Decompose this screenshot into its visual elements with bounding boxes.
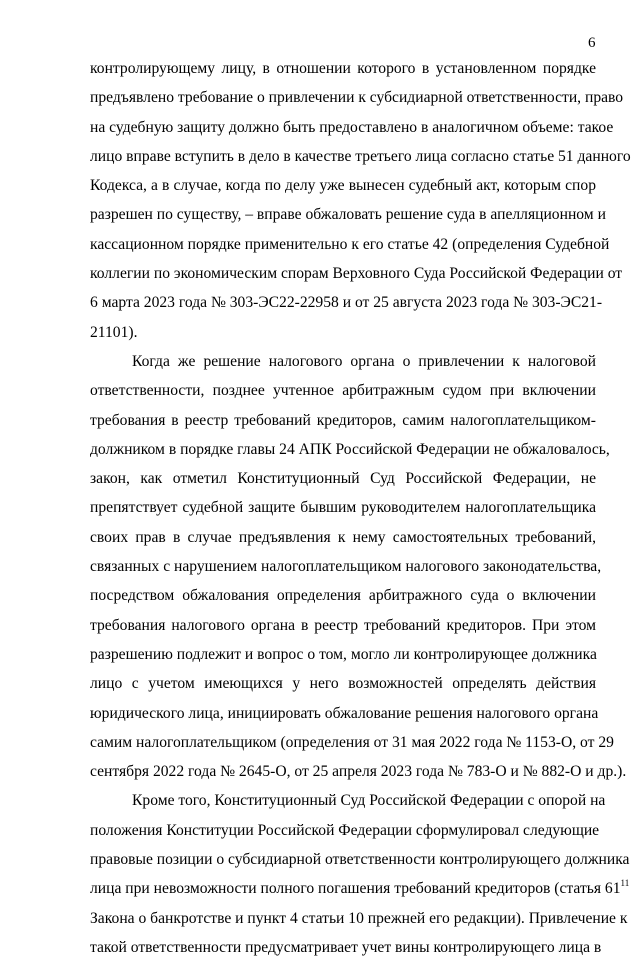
text-line: лицо вправе вступить в дело в качестве третьего лица согласно статье 51 данного	[90, 147, 631, 165]
text-line: кассационном порядке применительно к его статье 42 (определения Судебной	[90, 235, 610, 253]
text-line: Кодекса, а в случае, когда по делу уже вынесен судебный акт, которым спор	[90, 177, 596, 195]
text-line: разрешен по существу, – вправе обжаловать решение суда в апелляционном и	[90, 206, 606, 224]
text-line: предъявлено требование о привлечении к субсидиарной ответственности, право	[90, 89, 624, 107]
text-line: коллегии по экономическим спорам Верховного Суда Российской Федерации от	[90, 265, 623, 283]
footnote-superscript: 11	[620, 878, 630, 889]
text-line: юридического лица, инициировать обжалование решения налогового органа	[90, 704, 599, 722]
text-line: разрешению подлежит и вопрос о том, могло ли контролирующее должника	[90, 645, 597, 663]
line-text: лица при невозможности полного погашения требований кредиторов (статья 61	[90, 880, 621, 898]
text-line: на судебную защиту должно быть предоставлено в аналогичном объеме: такое	[90, 118, 614, 136]
text-line: самим налогоплательщиком (определения от 31 мая 2022 года № 1153-О, от 29	[90, 733, 614, 751]
text-line: такой ответственности предусматривает учет вины контролирующего лица в	[90, 938, 602, 956]
text-line	[90, 874, 630, 903]
text-line: требования в реестр требований кредиторов, самим налогоплательщиком-	[90, 411, 596, 429]
text-line: посредством обжалования определения арбитражного суда о включении	[90, 587, 596, 605]
text-line: положения Конституции Российской Федерации сформулировал следующие	[90, 821, 600, 839]
text-line: 6 марта 2023 года № 303-ЭС22-22958 и от 25 августа 2023 года № 303-ЭС21-	[90, 294, 603, 312]
paragraph-2	[90, 347, 627, 786]
text-line: препятствует судебной защите бывшим руководителем налогоплательщика	[90, 499, 596, 517]
text-line: требования налогового органа в реестр требований кредиторов. При этом	[90, 616, 596, 634]
text-line: контролирующему лицу, в отношении которого в установленном порядке	[90, 60, 596, 77]
text-line: закон, как отметил Конституционный Суд Российской Федерации, не	[90, 470, 596, 488]
text-line: лицо с учетом имеющихся у него возможностей определять действия	[90, 675, 596, 693]
page-number: 6	[588, 35, 596, 51]
text-line: Кроме того, Конституционный Суд Российской Федерации с опорой на	[132, 792, 606, 810]
text-line: ответственности, позднее учтенное арбитражным судом при включении	[90, 382, 596, 400]
text-line: своих прав в случае предъявления к нему самостоятельных требований,	[90, 528, 596, 546]
text-line: Закона о банкротстве и пункт 4 статьи 10 прежней его редакции). Привлечение к	[90, 909, 628, 927]
text-line: сентября 2022 года № 2645-О, от 25 апреля 2023 года № 783-О и № 882-О и др.).	[90, 763, 627, 781]
text-line: 21101).	[90, 323, 138, 341]
text-line: должником в порядке главы 24 АПК Российской Федерации не обжаловалось,	[90, 440, 610, 458]
text-line: Когда же решение налогового органа о привлечении к налоговой	[132, 352, 596, 370]
paragraph-3	[90, 786, 630, 962]
paragraph-1	[90, 54, 631, 347]
document-body	[90, 54, 631, 962]
text-line: правовые позиции о субсидиарной ответственности контролирующего должника	[90, 851, 630, 869]
text-line: связанных с нарушением налогоплательщиком налогового законодательства,	[90, 558, 602, 576]
